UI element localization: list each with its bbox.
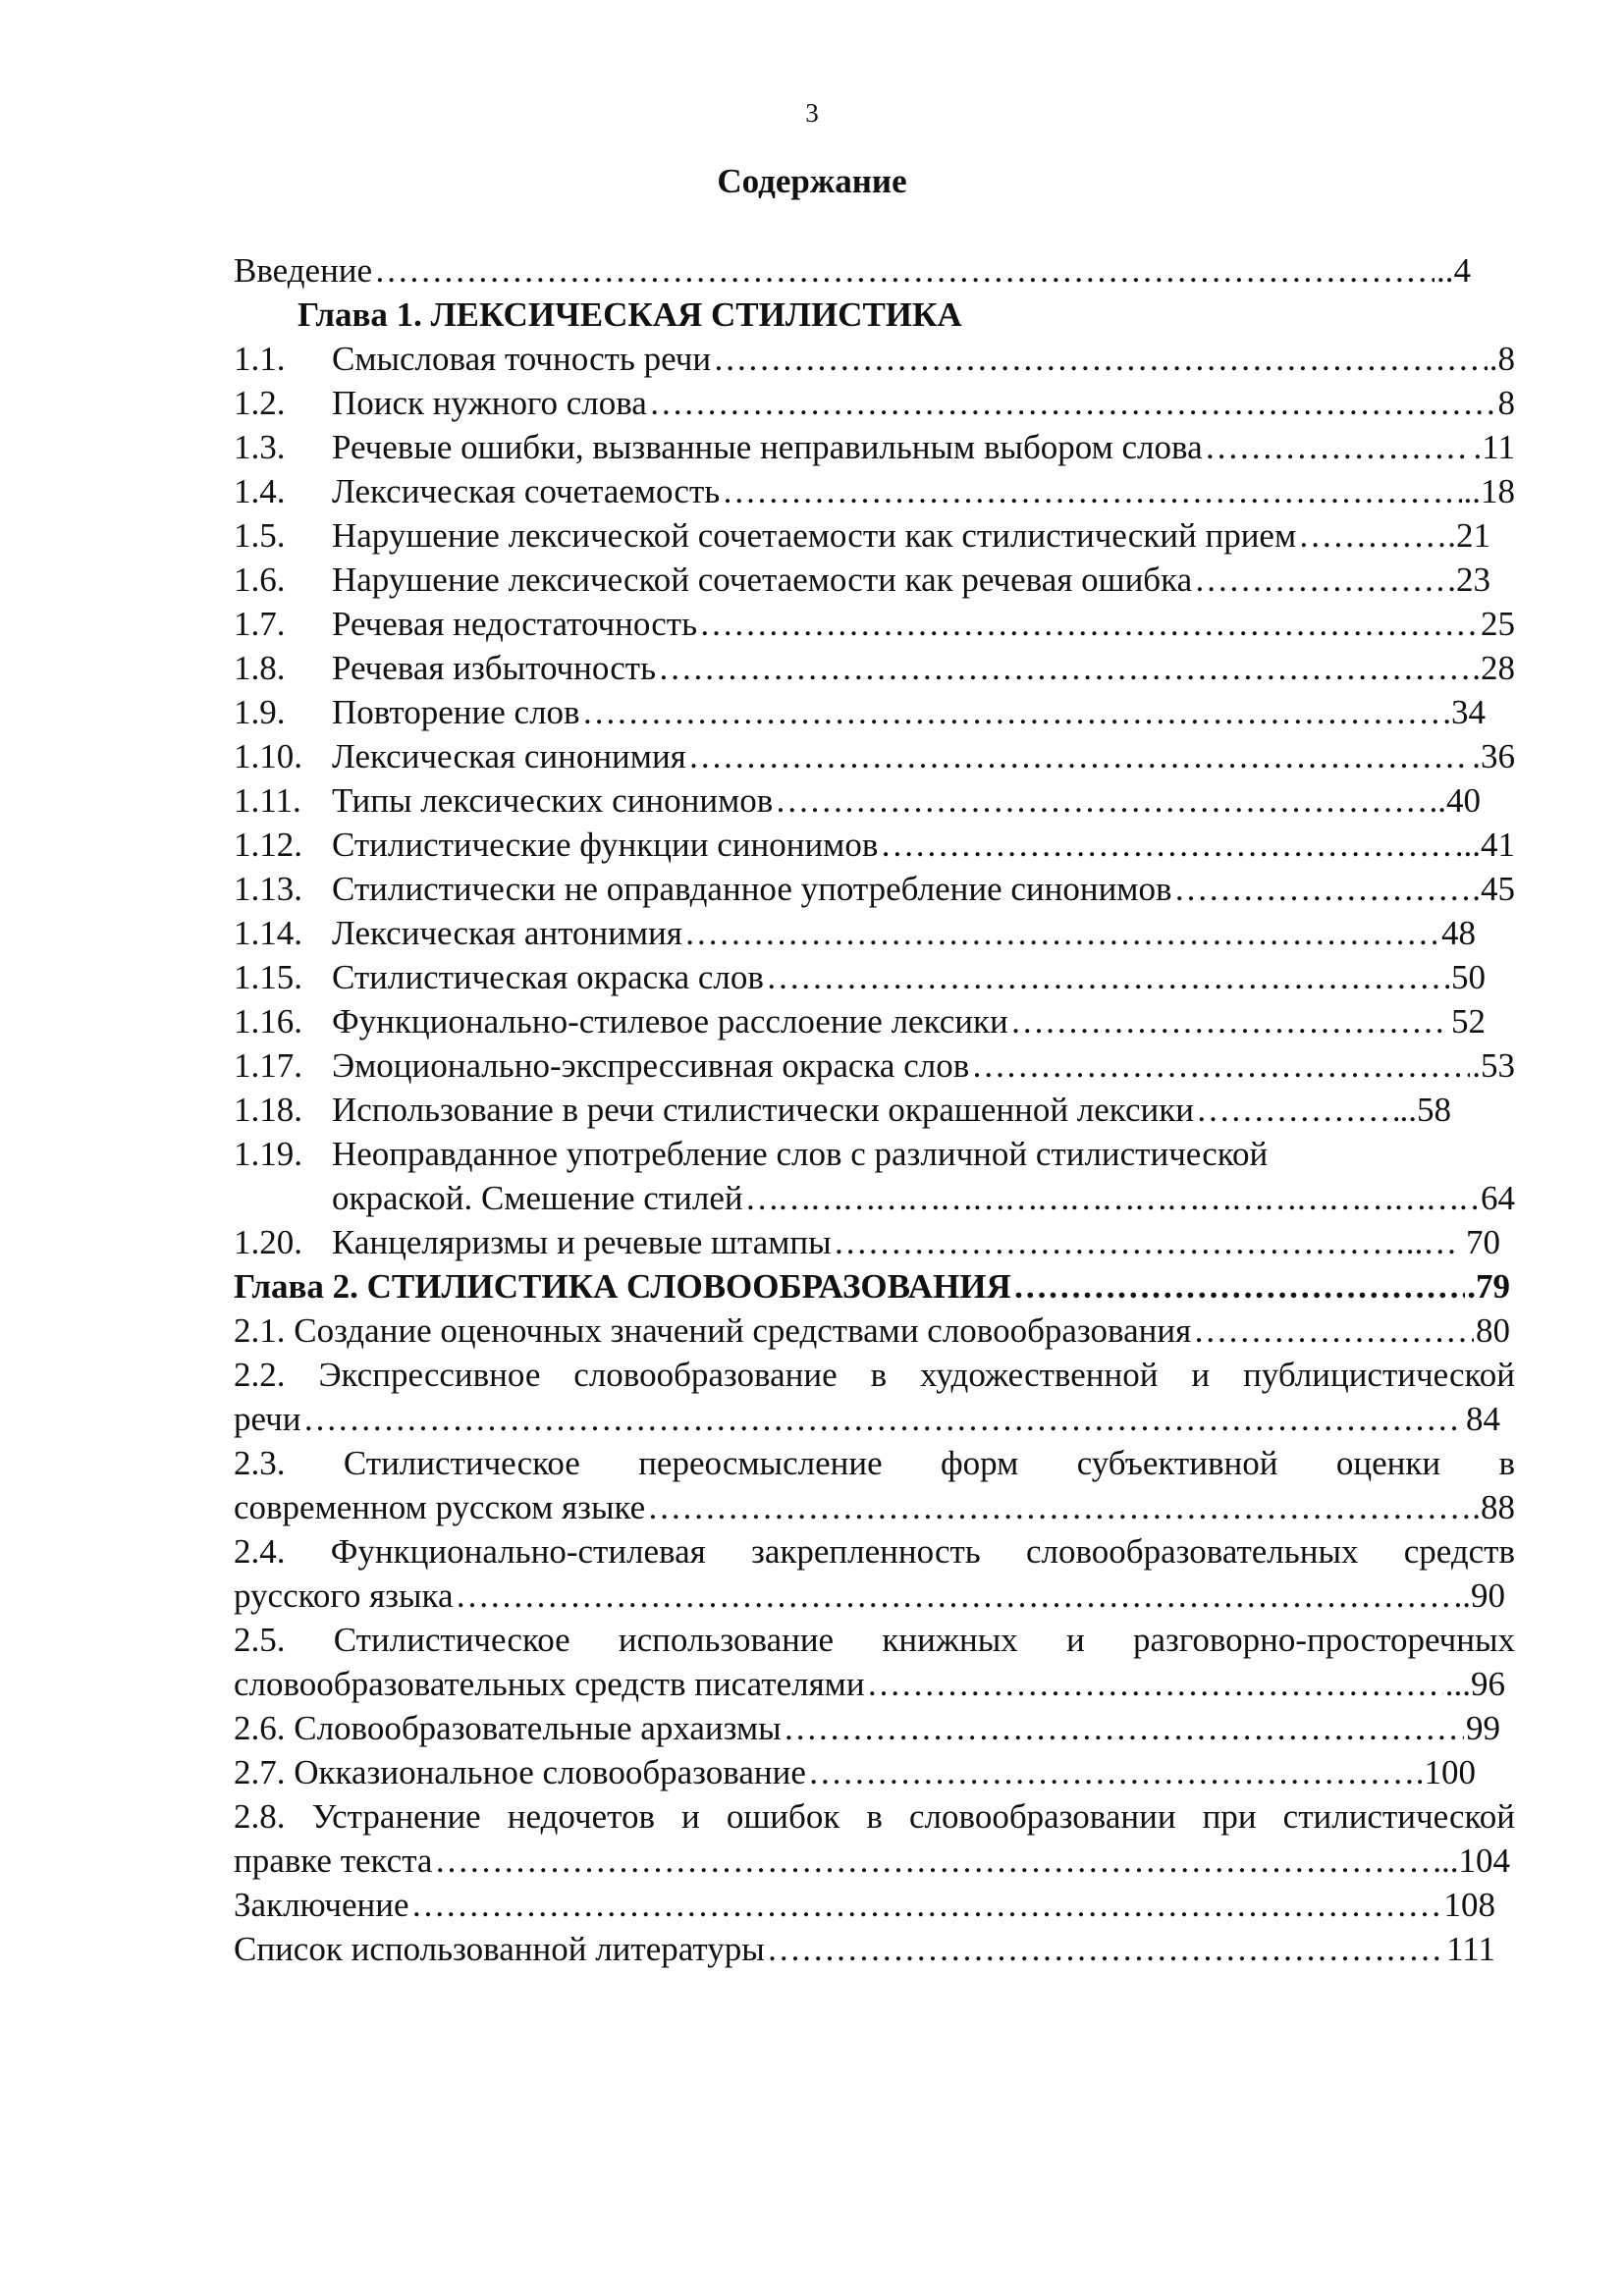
toc-entry-2-8[interactable]: 2.8. Устранение недочетов и ошибок в словообразовании при стилистической bbox=[234, 1797, 1515, 1836]
toc-entry-page: ..90 bbox=[1453, 1576, 1505, 1615]
toc-entry-page: ..18 bbox=[1463, 472, 1515, 510]
toc-entry-text: Канцеляризмы и речевые штампы bbox=[332, 1223, 832, 1261]
toc-entry-text: Неоправданное употребление слов с различной стилистической bbox=[332, 1135, 1269, 1173]
toc-entry-page: 48 bbox=[1441, 914, 1476, 952]
toc-entry[interactable] bbox=[234, 646, 1515, 690]
leader-dots bbox=[713, 337, 1488, 381]
leader-dots bbox=[834, 1220, 1404, 1264]
toc-entry-text: Лексическая сочетаемость bbox=[332, 472, 721, 510]
toc-entry-number: 1.14. bbox=[234, 914, 302, 952]
leader-dots bbox=[1013, 1264, 1465, 1308]
toc-entry-page: 111 bbox=[1446, 1930, 1495, 1968]
toc-entry-text: Речевая недостаточность bbox=[332, 605, 698, 643]
toc-entry-text: окраской. Смешение стилей bbox=[332, 1179, 743, 1217]
toc-entry-page: 64 bbox=[1481, 1179, 1515, 1217]
toc-entry-page: 52 bbox=[1451, 1002, 1486, 1041]
toc-entry-2-7[interactable] bbox=[234, 1750, 1515, 1794]
toc-entry-number: 1.7. bbox=[234, 605, 286, 643]
toc-entry-page: 50 bbox=[1451, 958, 1486, 996]
toc-entry-references[interactable] bbox=[234, 1927, 1515, 1971]
toc-entry-2-6[interactable] bbox=[234, 1706, 1515, 1750]
toc-entry-text: Использование в речи стилистически окрашенной лексики bbox=[332, 1091, 1194, 1129]
toc-entry-2-4[interactable]: 2.4. Функционально-стилевая закрепленность словообразовательных средств bbox=[234, 1532, 1515, 1571]
toc-entry-2-8-continued[interactable] bbox=[234, 1839, 1515, 1883]
toc-entry-text: русского языка bbox=[234, 1576, 454, 1615]
leader-dots bbox=[722, 469, 1461, 513]
toc-entry-page: .28 bbox=[1472, 649, 1515, 687]
leader-dots bbox=[808, 1750, 1414, 1794]
toc-entry-text: Стилистические функции синонимов bbox=[332, 826, 879, 864]
toc-entry-text: Речевые ошибки, вызванные неправильным выбором слова bbox=[332, 428, 1203, 466]
toc-entry-text: словообразовательных средств писателями bbox=[234, 1665, 865, 1703]
leader-dots bbox=[767, 1927, 1444, 1971]
page-number: 3 bbox=[805, 98, 819, 128]
toc-entry-number: 1.6. bbox=[234, 561, 286, 599]
leader-dots bbox=[434, 1839, 1431, 1883]
leader-dots bbox=[647, 1485, 1470, 1529]
toc-entry-text: Стилистическая окраска слов bbox=[332, 958, 764, 996]
toc-entry-page: .100 bbox=[1415, 1753, 1476, 1791]
toc-entry-number: 1.18. bbox=[234, 1091, 302, 1129]
toc-entry-page: 84 bbox=[1466, 1400, 1500, 1438]
leader-dots bbox=[649, 381, 1496, 425]
toc-entry-2-3-continued[interactable] bbox=[234, 1485, 1515, 1529]
toc-entry-page: 108 bbox=[1443, 1886, 1495, 1924]
toc-entry-text: Функционально-стилевое расслоение лексики bbox=[332, 1002, 1008, 1041]
leader-dots bbox=[971, 1043, 1470, 1088]
toc-entry-page: .36 bbox=[1472, 737, 1515, 775]
leader-dots bbox=[374, 248, 1435, 293]
leader-dots bbox=[745, 1176, 1479, 1220]
toc-chapter-1[interactable] bbox=[234, 293, 1515, 337]
toc-entry-page: 8 bbox=[1497, 384, 1515, 422]
toc-entry-text: Заключение bbox=[234, 1886, 409, 1924]
toc-entry-page: .88 bbox=[1472, 1488, 1515, 1526]
toc-entry-1-19-continued[interactable] bbox=[234, 1176, 1515, 1220]
toc-entry-page: ...104 bbox=[1433, 1842, 1510, 1880]
toc-entry[interactable] bbox=[234, 469, 1515, 513]
leader-dots bbox=[1196, 1088, 1398, 1132]
toc-entry-number: 1.8. bbox=[234, 649, 286, 687]
toc-entry-page: .8 bbox=[1489, 340, 1515, 378]
page-title: Содержание bbox=[717, 162, 907, 200]
toc-entry-2-1[interactable] bbox=[234, 1308, 1515, 1353]
toc-entry-number: 1.12. bbox=[234, 826, 302, 864]
toc-entry[interactable] bbox=[234, 911, 1515, 955]
toc-entry-page: ..4 bbox=[1436, 251, 1471, 290]
toc-entry-page: .23 bbox=[1447, 561, 1490, 599]
toc-entry-number: 1.1. bbox=[234, 340, 286, 378]
toc-entry[interactable] bbox=[234, 513, 1515, 558]
toc-entry-number: 1.5. bbox=[234, 516, 286, 555]
toc-entry-conclusion[interactable] bbox=[234, 1883, 1515, 1927]
toc-entry[interactable] bbox=[234, 823, 1515, 867]
leader-dots bbox=[1173, 867, 1470, 911]
toc-entry-text: Нарушение лексической сочетаемости как стилистический прием bbox=[332, 516, 1297, 555]
leader-dots bbox=[1298, 513, 1411, 558]
toc-entry-2-5-continued[interactable] bbox=[234, 1662, 1515, 1706]
toc-entry-text: Лексическая антонимия bbox=[332, 914, 682, 952]
leader-dots bbox=[699, 602, 1479, 646]
chapter-heading: Глава 2. СТИЛИСТИКА СЛОВООБРАЗОВАНИЯ bbox=[234, 1267, 1011, 1306]
toc-entry-number: 1.10. bbox=[234, 737, 302, 775]
toc-entry-number: 1.16. bbox=[234, 1002, 302, 1041]
leader-dots bbox=[766, 955, 1449, 999]
leader-dots bbox=[784, 1706, 1464, 1750]
toc-entry[interactable] bbox=[234, 558, 1515, 602]
toc-entry[interactable] bbox=[234, 425, 1515, 469]
toc-entry-number: 1.19. bbox=[234, 1135, 302, 1173]
toc-entry-page: 25 bbox=[1481, 605, 1515, 643]
leader-dots bbox=[775, 778, 1427, 823]
toc-entry-text: Речевая избыточность bbox=[332, 649, 657, 687]
toc-entry-page: .45 bbox=[1472, 870, 1515, 908]
toc-entry-page: 99 bbox=[1466, 1709, 1500, 1747]
toc-entry-text: современном русском языке bbox=[234, 1488, 646, 1526]
table-of-contents bbox=[234, 248, 1515, 1971]
toc-entry-1-20[interactable] bbox=[234, 1220, 1515, 1264]
leader-dots bbox=[1194, 558, 1445, 602]
toc-entry[interactable] bbox=[234, 1088, 1515, 1132]
leader-dots bbox=[303, 1397, 1465, 1441]
toc-entry-text: Список использованной литературы bbox=[234, 1930, 765, 1968]
leader-dots bbox=[582, 690, 1441, 734]
toc-chapter-2[interactable] bbox=[234, 1264, 1515, 1308]
toc-entry-page: ..58 bbox=[1399, 1091, 1451, 1129]
leader-dots bbox=[658, 646, 1470, 690]
toc-entry-1-19[interactable] bbox=[234, 1132, 1515, 1176]
toc-entry-text: Нарушение лексической сочетаемости как речевая ошибка bbox=[332, 561, 1193, 599]
toc-entry-number: 1.17. bbox=[234, 1046, 302, 1085]
toc-entry-intro[interactable] bbox=[234, 248, 1515, 293]
toc-entry[interactable] bbox=[234, 690, 1515, 734]
toc-entry-page: .34 bbox=[1442, 693, 1486, 731]
leader-dots bbox=[880, 823, 1452, 867]
toc-entry-number: 1.4. bbox=[234, 472, 286, 510]
leader-dots bbox=[1010, 999, 1449, 1043]
leader-dots bbox=[867, 1662, 1443, 1706]
toc-entry-page: ...96 bbox=[1444, 1665, 1505, 1703]
toc-entry-text: Повторение слов bbox=[332, 693, 580, 731]
leader-dots bbox=[1193, 1308, 1474, 1353]
toc-entry-page: ...41 bbox=[1454, 826, 1515, 864]
toc-entry-number: 1.3. bbox=[234, 428, 286, 466]
toc-entry[interactable] bbox=[234, 867, 1515, 911]
toc-entry-page: .53 bbox=[1472, 1046, 1515, 1085]
toc-entry-text: Стилистически не оправданное употребление синонимов bbox=[332, 870, 1172, 908]
toc-entry-number: 1.15. bbox=[234, 958, 302, 996]
leader-dots bbox=[411, 1883, 1442, 1927]
toc-entry[interactable] bbox=[234, 955, 1515, 999]
toc-entry[interactable] bbox=[234, 999, 1515, 1043]
toc-entry-page: 80 bbox=[1476, 1311, 1510, 1350]
toc-entry-2-3[interactable]: 2.3. Стилистическое переосмысление форм субъективной оценки в bbox=[234, 1444, 1515, 1482]
leader-dots bbox=[456, 1574, 1452, 1618]
toc-entry[interactable] bbox=[234, 1043, 1515, 1088]
toc-entry-number: 1.11. bbox=[234, 781, 301, 820]
toc-entry-2-2-continued[interactable] bbox=[234, 1397, 1515, 1441]
toc-entry-text: 2.1. Создание оценочных значений средствами словообразования bbox=[234, 1311, 1192, 1350]
toc-entry-text: Поиск нужного слова bbox=[332, 384, 647, 422]
toc-entry-text: 2.6. Словообразовательные архаизмы bbox=[234, 1709, 782, 1747]
toc-entry-page: ..… 70 bbox=[1405, 1223, 1500, 1261]
toc-entry-text: Лексическая синонимия bbox=[332, 737, 686, 775]
toc-entry-2-2[interactable]: 2.2. Экспрессивное словообразование в художественной и публицистической bbox=[234, 1356, 1515, 1394]
toc-entry-text: Введение bbox=[234, 251, 373, 290]
toc-entry-2-4-continued[interactable] bbox=[234, 1574, 1515, 1618]
toc-entry-text: Типы лексических синонимов bbox=[332, 781, 774, 820]
toc-entry-page: .11 bbox=[1473, 428, 1515, 466]
toc-entry[interactable] bbox=[234, 337, 1515, 381]
toc-entry-number: 1.13. bbox=[234, 870, 302, 908]
toc-entry-text: 2.7. Окказиональное словообразование bbox=[234, 1753, 806, 1791]
leader-dots bbox=[1205, 425, 1472, 469]
toc-entry-text: правке текста bbox=[234, 1842, 433, 1880]
toc-entry-number: 1.20. bbox=[234, 1223, 302, 1261]
toc-entry-number: 1.9. bbox=[234, 693, 286, 731]
chapter-1-entries bbox=[234, 337, 1515, 1132]
leader-dots bbox=[684, 911, 1439, 955]
toc-entry[interactable] bbox=[234, 734, 1515, 778]
toc-entry[interactable] bbox=[234, 602, 1515, 646]
toc-entry-text: речи bbox=[234, 1400, 301, 1438]
toc-entry-number: 1.2. bbox=[234, 384, 286, 422]
leader-dots bbox=[688, 734, 1470, 778]
toc-entry-text: Смысловая точность речи bbox=[332, 340, 712, 378]
chapter-heading: Глава 1. ЛЕКСИЧЕСКАЯ СТИЛИСТИКА bbox=[298, 295, 962, 334]
toc-entry-text: Эмоционально-экспрессивная окраска слов bbox=[332, 1046, 970, 1085]
toc-entry-2-5[interactable]: 2.5. Стилистическое использование книжных и разговорно-просторечных bbox=[234, 1621, 1515, 1659]
toc-entry-page: ..40 bbox=[1429, 781, 1481, 820]
toc-entry-page: .79 bbox=[1467, 1267, 1510, 1306]
toc-entry-page: ….21 bbox=[1413, 516, 1490, 555]
toc-entry[interactable] bbox=[234, 778, 1515, 823]
toc-entry[interactable] bbox=[234, 381, 1515, 425]
